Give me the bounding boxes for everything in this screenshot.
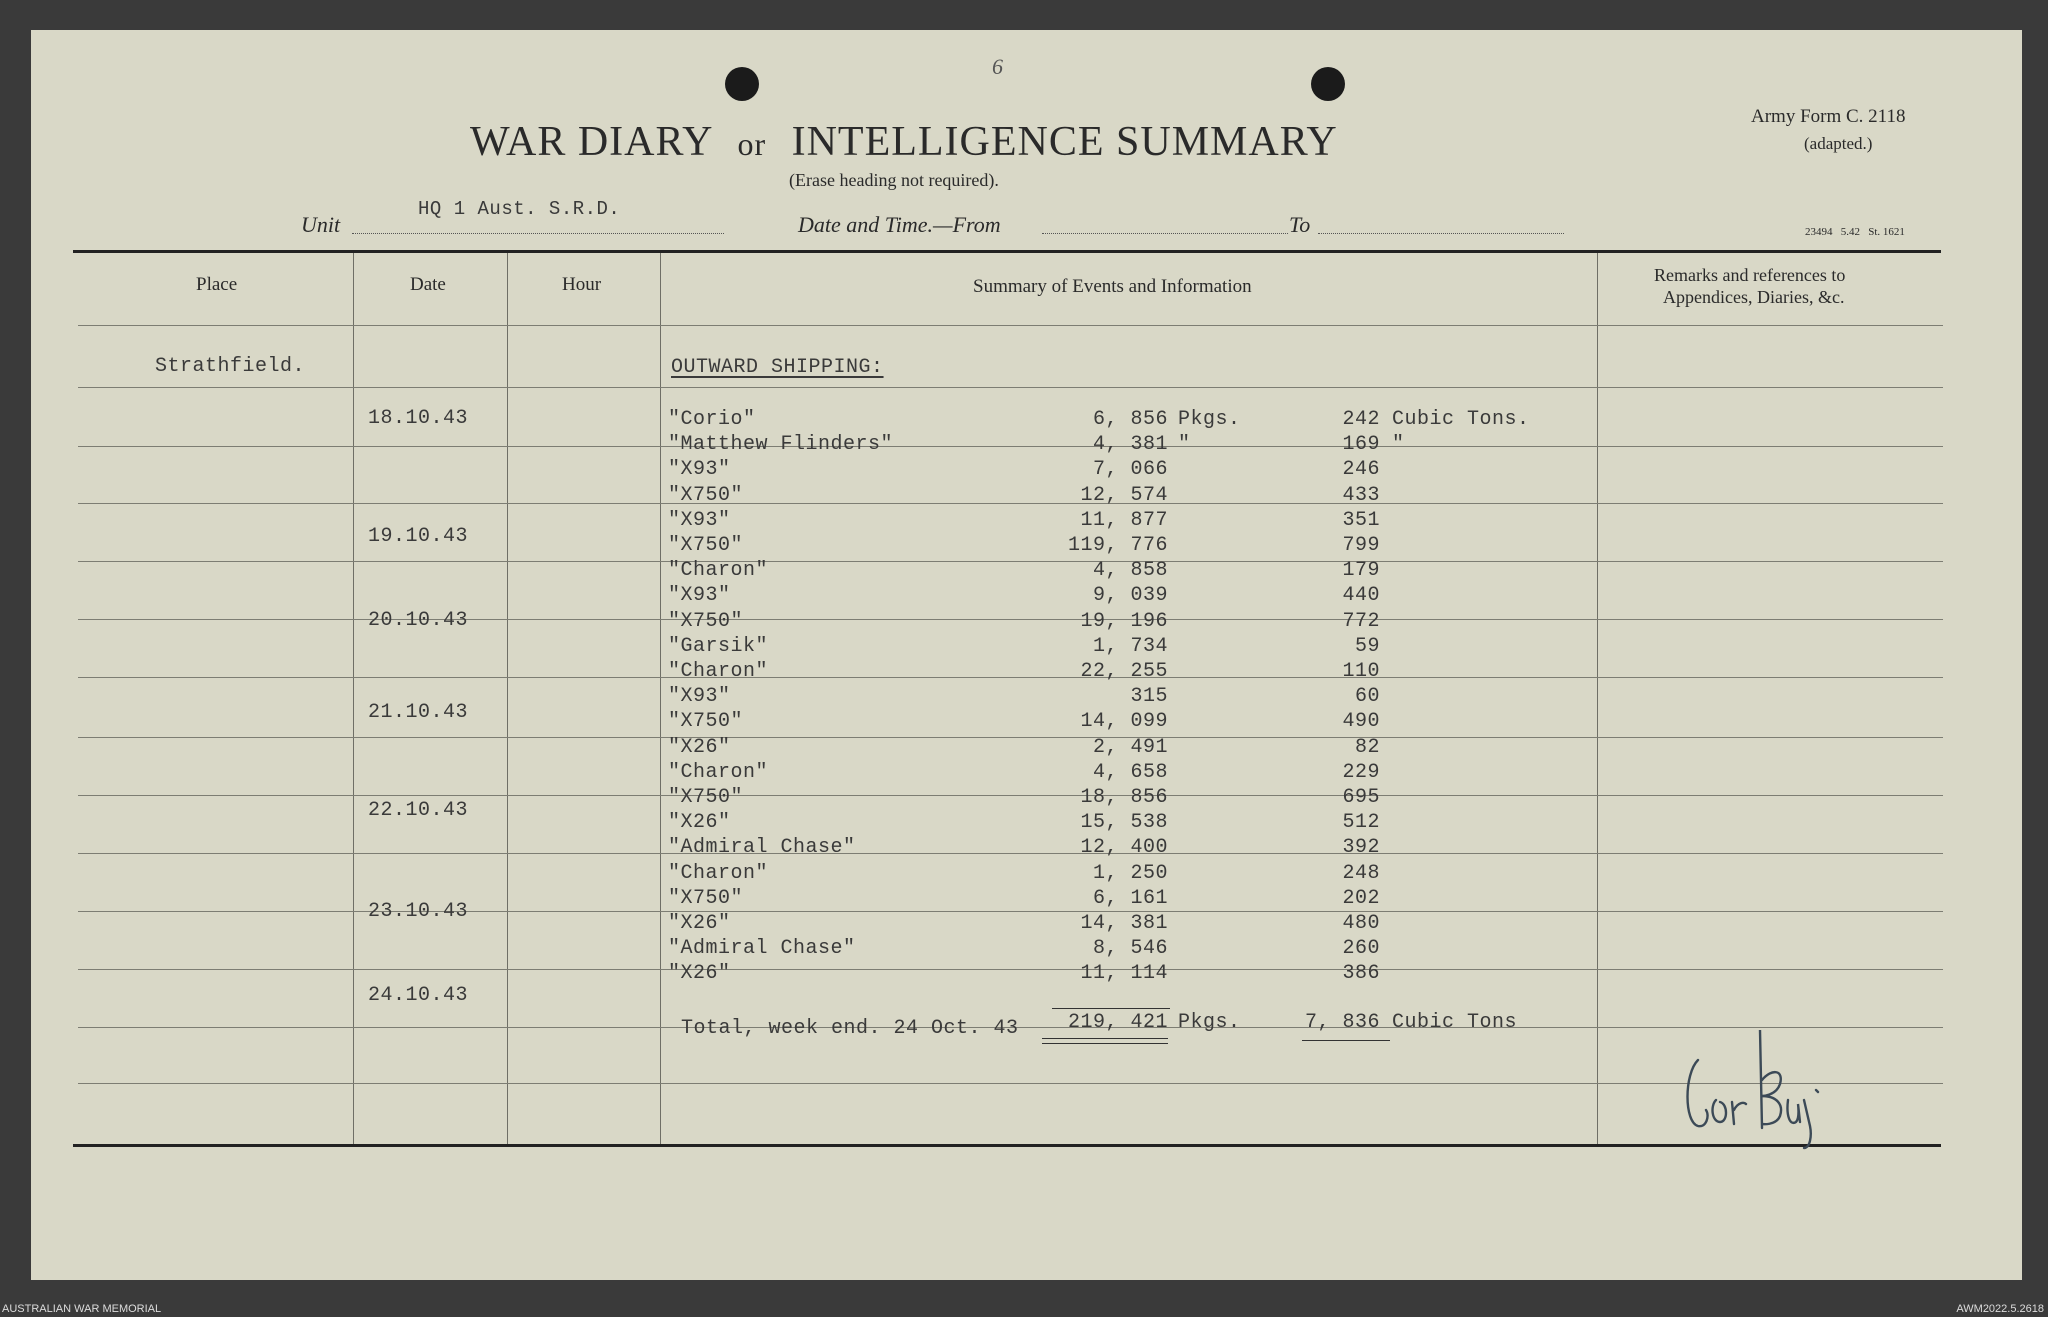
ship-name: "X93" — [668, 458, 731, 481]
cubic-tons: 110 — [1342, 660, 1380, 683]
ship-name: "Charon" — [668, 862, 769, 885]
package-count: 8, 546 — [1092, 937, 1168, 960]
total-tons-underline — [1302, 1040, 1390, 1041]
total-pkgs-underline — [1042, 1038, 1168, 1039]
ruled-line — [78, 1083, 1943, 1084]
ship-name: "Corio" — [668, 408, 756, 431]
cubic-tons: 440 — [1342, 584, 1380, 607]
package-count: 14, 099 — [1080, 710, 1168, 733]
cubic-tons: 59 — [1354, 635, 1380, 658]
package-count: 4, 381 — [1092, 433, 1168, 456]
ship-name: "X750" — [668, 710, 744, 733]
package-count: 22, 255 — [1080, 660, 1168, 683]
table-bottom-rule — [73, 1144, 1941, 1147]
total-pkgs-overline — [1052, 1008, 1170, 1009]
package-count: 119, 776 — [1067, 534, 1168, 557]
package-count: 11, 114 — [1080, 962, 1168, 985]
army-form-number: Army Form C. 2118 — [1751, 106, 1906, 127]
erase-note: (Erase heading not required). — [789, 170, 999, 190]
ship-name: "X26" — [668, 811, 731, 834]
cubic-tons: 82 — [1354, 736, 1380, 759]
total-pkgs-underline-2 — [1042, 1043, 1168, 1044]
header-rule — [78, 325, 1943, 326]
ship-name: "X93" — [668, 509, 731, 532]
cubic-tons-unit: " — [1392, 433, 1405, 456]
cubic-tons: 386 — [1342, 962, 1380, 985]
footer-right: AWM2022.5.2618 — [1956, 1303, 2044, 1315]
cubic-tons: 490 — [1342, 710, 1380, 733]
package-count: 12, 400 — [1080, 836, 1168, 859]
total-tons: 7, 836 — [1304, 1011, 1380, 1034]
ship-name: "X750" — [668, 610, 744, 633]
ruled-line — [78, 446, 1943, 447]
cubic-tons: 433 — [1342, 484, 1380, 507]
to-label: To — [1289, 212, 1311, 237]
cubic-tons: 351 — [1342, 509, 1380, 532]
total-label: Total, week end. 24 Oct. 43 — [681, 1017, 1019, 1040]
package-count: 15, 538 — [1080, 811, 1168, 834]
print-code: 23494 5.42 St. 1621 — [1805, 226, 1905, 238]
package-count: 6, 161 — [1092, 887, 1168, 910]
package-count: 9, 039 — [1092, 584, 1168, 607]
ship-name: "X750" — [668, 887, 744, 910]
title-right: INTELLIGENCE SUMMARY — [791, 119, 1338, 165]
page-mark: 6 — [992, 54, 1003, 79]
package-count: 12, 574 — [1080, 484, 1168, 507]
package-unit: Pkgs. — [1178, 408, 1241, 431]
ship-name: "X750" — [668, 786, 744, 809]
cubic-tons: 392 — [1342, 836, 1380, 859]
cubic-tons: 695 — [1342, 786, 1380, 809]
ship-name: "Charon" — [668, 660, 769, 683]
column-header-place: Place — [196, 274, 238, 295]
to-dotted-line — [1318, 232, 1564, 234]
cubic-tons: 512 — [1342, 811, 1380, 834]
column-header-date: Date — [410, 274, 446, 295]
unit-dotted-line — [352, 232, 724, 234]
signature — [1676, 1030, 1836, 1150]
date-entry: 21.10.43 — [368, 701, 469, 724]
from-dotted-line — [1042, 232, 1288, 234]
cubic-tons: 772 — [1342, 610, 1380, 633]
date-entry: 23.10.43 — [368, 900, 469, 923]
section-heading: OUTWARD SHIPPING: — [671, 356, 884, 379]
package-count: 18, 856 — [1080, 786, 1168, 809]
column-header-remarks-2: Appendices, Diaries, &c. — [1663, 287, 1845, 307]
ship-name: "X26" — [668, 962, 731, 985]
cubic-tons-unit: Cubic Tons. — [1392, 408, 1530, 431]
ship-name: "X26" — [668, 912, 731, 935]
cubic-tons: 202 — [1342, 887, 1380, 910]
package-count: 4, 858 — [1092, 559, 1168, 582]
ruled-line — [78, 561, 1943, 562]
title-or: or — [737, 126, 767, 162]
date-entry: 22.10.43 — [368, 799, 469, 822]
date-time-label: Date and Time.—From — [798, 212, 1001, 237]
ship-name: "Charon" — [668, 559, 769, 582]
package-count: 14, 381 — [1080, 912, 1168, 935]
package-count: 7, 066 — [1092, 458, 1168, 481]
unit-value: HQ 1 Aust. S.R.D. — [418, 198, 621, 220]
date-entry: 18.10.43 — [368, 407, 469, 430]
package-unit: " — [1178, 433, 1191, 456]
punch-hole-left — [725, 67, 759, 101]
punch-hole-right — [1311, 67, 1345, 101]
unit-label: Unit — [301, 212, 341, 237]
cubic-tons: 60 — [1354, 685, 1380, 708]
title-left: WAR DIARY — [470, 119, 712, 165]
ship-name: "X750" — [668, 484, 744, 507]
cubic-tons: 246 — [1342, 458, 1380, 481]
package-count: 1, 250 — [1092, 862, 1168, 885]
ruled-line — [78, 911, 1943, 912]
ruled-line — [78, 969, 1943, 970]
ship-name: "X750" — [668, 534, 744, 557]
ship-name: "Admiral Chase" — [668, 836, 856, 859]
place-entry: Strathfield. — [155, 355, 306, 378]
adapted-note: (adapted.) — [1804, 134, 1873, 153]
date-entry: 19.10.43 — [368, 525, 469, 548]
cubic-tons: 248 — [1342, 862, 1380, 885]
package-count: 1, 734 — [1092, 635, 1168, 658]
cubic-tons: 260 — [1342, 937, 1380, 960]
ship-name: "Admiral Chase" — [668, 937, 856, 960]
ship-name: "Matthew Flinders" — [668, 433, 894, 456]
column-header-remarks-1: Remarks and references to — [1654, 265, 1846, 285]
cubic-tons: 799 — [1342, 534, 1380, 557]
ruled-line — [78, 795, 1943, 796]
ruled-line — [78, 737, 1943, 738]
ruled-line — [78, 677, 1943, 678]
package-count: 19, 196 — [1080, 610, 1168, 633]
total-pkgs: 219, 421 — [1067, 1011, 1168, 1034]
cubic-tons: 480 — [1342, 912, 1380, 935]
package-count: 2, 491 — [1092, 736, 1168, 759]
ship-name: "X93" — [668, 584, 731, 607]
package-count: 4, 658 — [1092, 761, 1168, 784]
ship-name: "X93" — [668, 685, 731, 708]
total-pkgs-unit: Pkgs. — [1178, 1011, 1241, 1034]
package-count: 11, 877 — [1080, 509, 1168, 532]
ruled-line — [78, 619, 1943, 620]
package-count: 315 — [1130, 685, 1168, 708]
ship-name: "Garsik" — [668, 635, 769, 658]
ship-name: "Charon" — [668, 761, 769, 784]
date-entry: 20.10.43 — [368, 609, 469, 632]
total-tons-unit: Cubic Tons — [1392, 1011, 1518, 1034]
ruled-line — [78, 387, 1943, 388]
ship-name: "X26" — [668, 736, 731, 759]
column-header-summary: Summary of Events and Information — [973, 276, 1252, 297]
ruled-line — [78, 853, 1943, 854]
date-entry: 24.10.43 — [368, 984, 469, 1007]
column-header-hour: Hour — [562, 274, 602, 295]
cubic-tons: 229 — [1342, 761, 1380, 784]
ruled-line — [78, 503, 1943, 504]
footer-left: AUSTRALIAN WAR MEMORIAL — [2, 1303, 162, 1315]
cubic-tons: 242 — [1342, 408, 1380, 431]
package-count: 6, 856 — [1092, 408, 1168, 431]
cubic-tons: 169 — [1342, 433, 1380, 456]
cubic-tons: 179 — [1342, 559, 1380, 582]
form-title — [470, 118, 1338, 166]
